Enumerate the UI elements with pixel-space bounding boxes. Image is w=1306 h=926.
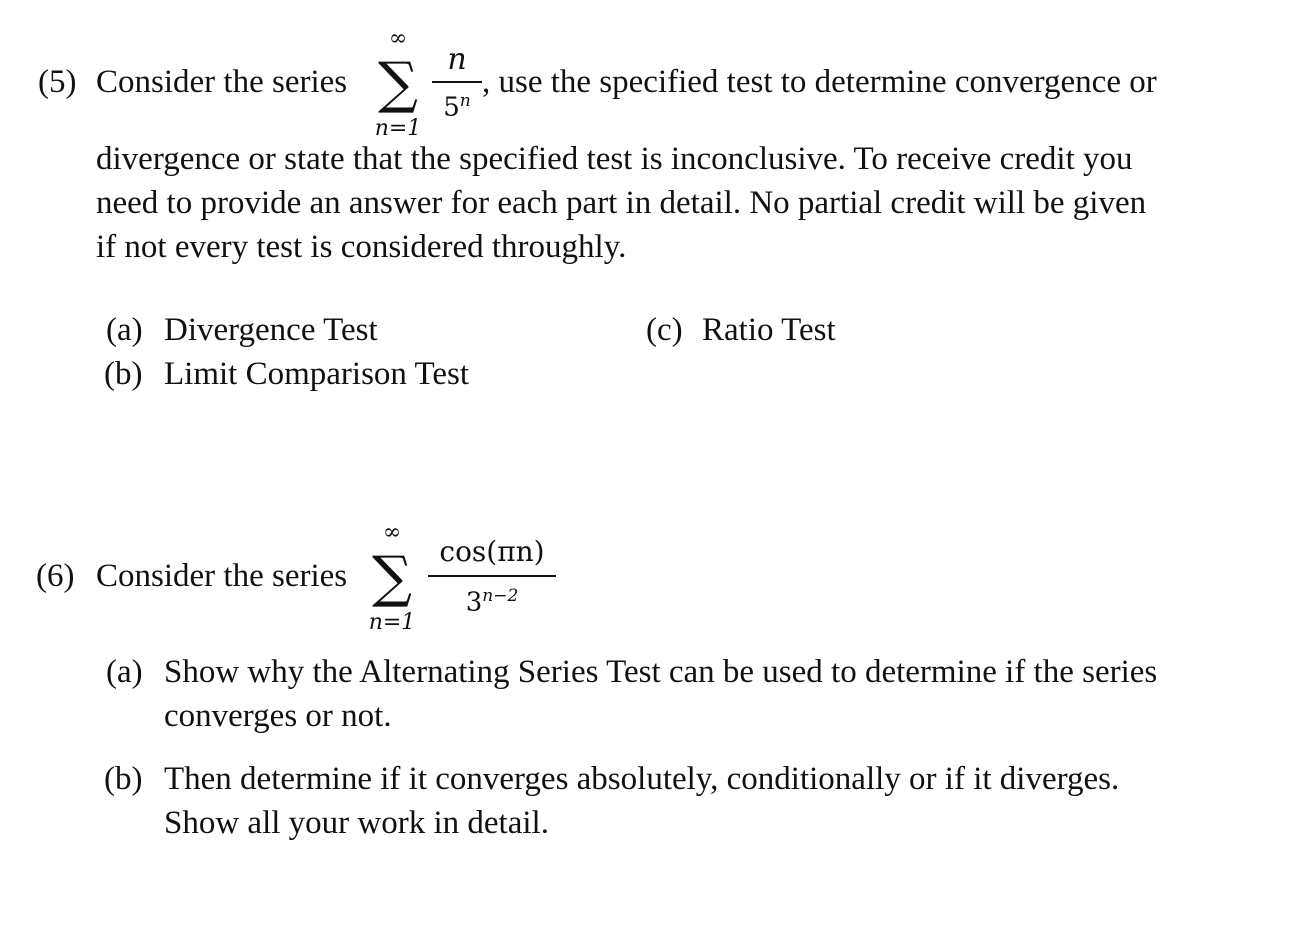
problem-6-part-a-label: (a) xyxy=(106,654,143,690)
problem-6-sum-lower: n=1 xyxy=(368,610,416,635)
problem-6-number: (6) xyxy=(36,558,75,594)
problem-5-after-series: , use the specified test to determine convergence or xyxy=(482,64,1157,100)
problem-6-part-b-line-2: Show all your work in detail. xyxy=(164,805,549,841)
problem-6-intro: Consider the series xyxy=(96,558,348,594)
problem-5-fraction xyxy=(432,42,482,123)
problem-5-sum-lower: n=1 xyxy=(374,116,422,141)
problem-5-fraction-bar xyxy=(432,81,482,83)
problem-5-line-2: need to provide an answer for each part in detail. No partial credit will be given xyxy=(96,185,1147,221)
problem-6-summation xyxy=(362,522,422,640)
problem-6-fraction xyxy=(428,534,556,620)
problem-5-intro: Consider the series xyxy=(96,64,348,100)
problem-5-part-b-text: Limit Comparison Test xyxy=(164,356,470,392)
problem-6-part-b-line-1: Then determine if it converges absolutely, conditionally or if it diverges. xyxy=(164,761,1120,797)
problem-5-sigma-icon: ∑ xyxy=(378,51,418,116)
problem-5-line-1: divergence or state that the specified test is inconclusive. To receive credit you xyxy=(96,141,1133,177)
problem-6-fraction-bar xyxy=(428,575,556,577)
problem-5-denominator: 5$^n$ xyxy=(443,91,471,123)
problem-6-sigma-icon: ∑ xyxy=(372,545,412,610)
problem-6-part-a-line-1: Show why the Alternating Series Test can be used to determine if the series xyxy=(164,654,1158,690)
problem-5-summation xyxy=(368,28,428,146)
problem-5-line-3: if not every test is considered throughly. xyxy=(96,229,627,265)
problem-5-part-a-label: (a) xyxy=(106,312,143,348)
problem-5-part-b-label: (b) xyxy=(104,356,143,392)
problem-6-sum-upper: ∞ xyxy=(382,520,402,545)
problem-6-part-a-line-2: converges or not. xyxy=(164,698,392,734)
problem-6-numerator: cos(πn) xyxy=(439,535,545,568)
problem-5-sum-upper: ∞ xyxy=(388,26,408,51)
problem-5-numerator: n xyxy=(447,42,467,77)
problem-5-part-a-text: Divergence Test xyxy=(164,312,378,348)
problem-6-part-b-label: (b) xyxy=(104,761,143,797)
problem-5-part-c-label: (c) xyxy=(646,312,683,348)
problem-6-denominator: $3^{n-2}$ xyxy=(465,586,519,618)
problem-5-part-c-text: Ratio Test xyxy=(702,312,836,348)
problem-5-number: (5) xyxy=(38,64,77,100)
